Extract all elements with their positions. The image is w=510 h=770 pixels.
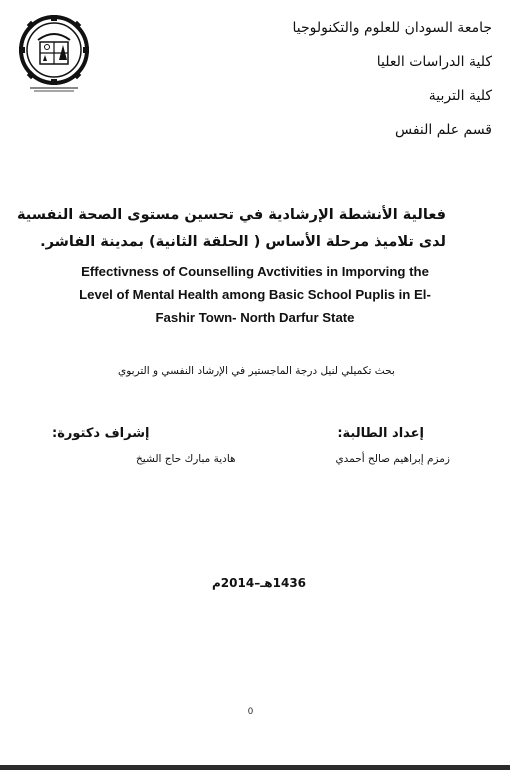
student-name: زمزم إبراهيم صالح أحمدي <box>335 453 450 465</box>
supervisor-label: إشراف دكتورة: <box>52 426 150 441</box>
degree-note: بحث تكميلي لنيل درجة الماجستير في الإرشاد النفسي و التربوي <box>118 365 395 377</box>
student-label: إعداد الطالبة: <box>337 426 424 441</box>
title-arabic-line-1: فعالية الأنشطة الإرشادية في تحسين مستوى الصحة النفسية <box>17 207 446 223</box>
title-english-line-1: Effectivness of Counselling Avctivities in Imporving the <box>81 264 429 279</box>
submission-date: 1436هـ–2014م <box>212 576 307 590</box>
university-name: جامعة السودان للعلوم والتكنولوجيا <box>292 20 492 36</box>
university-seal-icon <box>18 14 90 94</box>
department-name: قسم علم النفس <box>394 122 492 138</box>
title-english-line-3: Fashir Town- North Darfur State <box>155 310 355 325</box>
graduate-college: كلية الدراسات العليا <box>376 54 492 70</box>
supervisor-name: هادية مبارك حاج الشيخ <box>136 453 236 465</box>
page-number: 0 <box>248 706 254 716</box>
title-english-line-2: Level of Mental Health among Basic School Puplis in El- <box>79 287 431 302</box>
title-arabic-line-2: لدى تلاميذ مرحلة الأساس ( الحلقة الثانية) بمدينة الفاشر. <box>40 234 446 250</box>
page-bottom-edge <box>0 765 510 770</box>
education-college: كلية التربية <box>428 88 492 104</box>
